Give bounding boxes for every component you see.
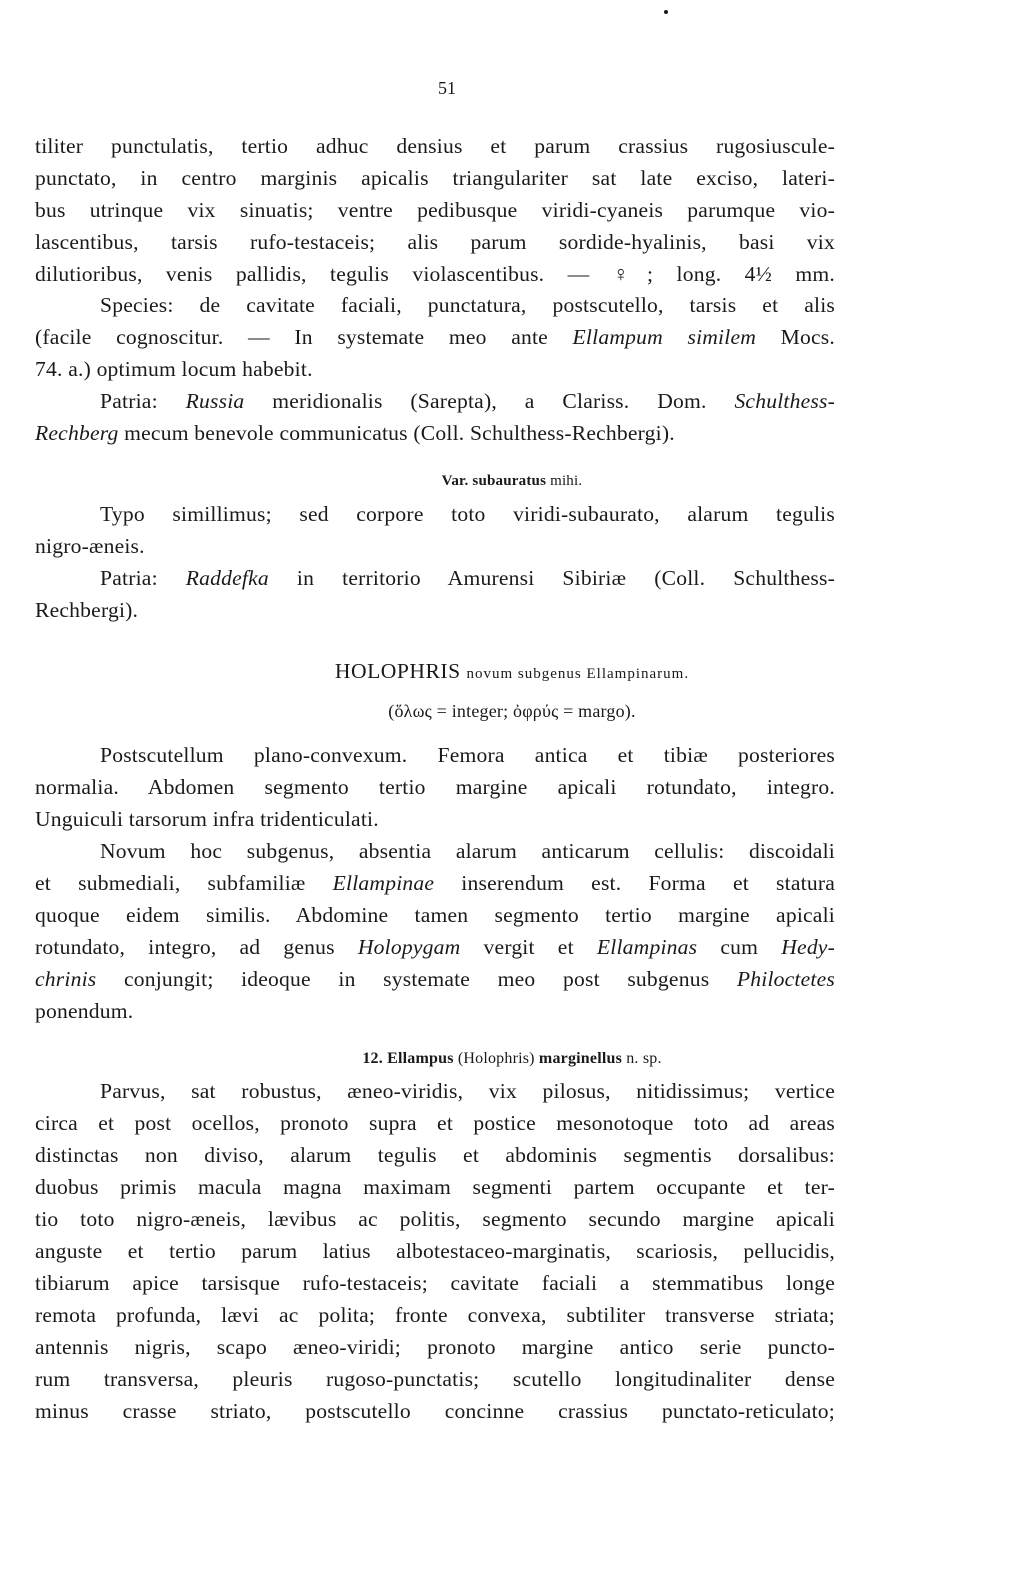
italic-name: chrinis [35, 967, 97, 991]
text-line: normalia. Abdomen segmento tertio margine apicali rotundato, integro. [35, 775, 835, 799]
text-line: tiliter punctulatis, tertio adhuc densius et parum crassius rugosiuscule- [35, 134, 835, 158]
text-line: Unguiculi tarsorum infra tridenticulati. [35, 807, 379, 831]
text-line: Parvus, sat robustus, æneo-viridis, vix pilosus, nitidissimus; vertice [100, 1079, 835, 1103]
text-line: anguste et tertio parum latius albotestaceo-marginatis, scariosis, pellucidis, [35, 1239, 835, 1263]
italic-name: Russia [185, 389, 245, 413]
text-line: lascentibus, tarsis rufo-testaceis; alis parum sordide-hyalinis, basi vix [35, 230, 835, 254]
text-line: bus utrinque vix sinuatis; ventre pedibusque viridi-cyaneis parumque vio- [35, 198, 835, 222]
variety-heading: Var. subauratus mihi. [441, 473, 583, 489]
text-line: tio toto nigro-æneis, lævibus ac politis, segmento secundo margine apicali [35, 1207, 835, 1231]
text-line: Species: de cavitate faciali, punctatura, postscutello, tarsis et alis [100, 293, 835, 317]
text-line: tibiarum apice tarsisque rufo-testaceis; cavitate faciali a stemmatibus longe [35, 1271, 835, 1295]
text-line: Patria: Raddefka in territorio Amurensi Sibiriæ (Coll. Schulthess- [100, 566, 835, 590]
text-line: nigro-æneis. [35, 534, 145, 558]
text-line: Typo simillimus; sed corpore toto viridi-subaurato, alarum tegulis [100, 502, 835, 526]
species-heading: 12. Ellampus (Holophris) marginellus n. sp. [362, 1050, 662, 1067]
subgenus-heading: HOLOPHRIS novum subgenus Ellampinarum. [334, 659, 690, 683]
text-line: duobus primis macula magna maximam segmenti partem occupante et ter- [35, 1175, 835, 1199]
text-line: circa et post ocellos, pronoto supra et postice mesonotoque toto ad areas [35, 1111, 835, 1135]
text-line: quoque eidem similis. Abdomine tamen segmento tertio margine apicali [35, 903, 835, 927]
italic-name: Ellampinae [332, 871, 435, 895]
text-line: et submediali, subfamiliæ Ellampinae inserendum est. Forma et statura [35, 871, 835, 895]
text-line: remota profunda, lævi ac polita; fronte convexa, subtiliter transverse striata; [35, 1303, 835, 1327]
italic-name: Ellampum similem [572, 325, 757, 349]
text-line: minus crasse striato, postscutello concinne crassius punctato-reticulato; [35, 1399, 835, 1423]
text-line: Novum hoc subgenus, absentia alarum anticarum cellulis: discoidali [100, 839, 835, 863]
page-number: 51 [438, 78, 456, 98]
text-line: antennis nigris, scapo æneo-viridi; pronoto margine antico serie puncto- [35, 1335, 835, 1359]
print-speck [664, 10, 668, 14]
text-line: Rechberg mecum benevole communicatus (Coll. Schulthess-Rechbergi). [35, 421, 675, 445]
etymology-line: (ὅλως = integer; ὀφρύς = margo). [388, 701, 636, 721]
italic-name: Ellampinas [596, 935, 698, 959]
text-line: distinctas non diviso, alarum tegulis et abdominis segmentis dorsalibus: [35, 1143, 835, 1167]
text-line: Postscutellum plano-convexum. Femora antica et tibiæ posteriores [100, 743, 835, 767]
italic-name: Rechberg [35, 421, 119, 445]
text-line: chrinis conjungit; ideoque in systemate meo post subgenus Philoctetes [35, 967, 835, 991]
italic-name: Philoctetes [736, 967, 835, 991]
text-line: Patria: Russia meridionalis (Sarepta), a Clariss. Dom. Schulthess- [100, 389, 835, 413]
text-line: rotundato, integro, ad genus Holopygam vergit et Ellampinas cum Hedy- [35, 935, 835, 959]
italic-name: Raddefka [185, 566, 269, 590]
text-line: (facile cognoscitur. — In systemate meo ante Ellampum similem Mocs. [35, 325, 835, 349]
italic-name: Schulthess- [734, 389, 835, 413]
italic-name: Holopygam [357, 935, 461, 959]
italic-name: Hedy- [781, 935, 835, 959]
text-line: dilutioribus, venis pallidis, tegulis violascentibus. — ♀; long. 4½ mm. [35, 262, 835, 286]
text-line: rum transversa, pleuris rugoso-punctatis; scutello longitudinaliter dense [35, 1367, 835, 1391]
text-line: Rechbergi). [35, 598, 139, 622]
text-line: ponendum. [35, 999, 134, 1023]
text-line: 74. a.) optimum locum habebit. [35, 357, 313, 381]
text-line: punctato, in centro marginis apicalis triangulariter sat late exciso, lateri- [35, 166, 835, 190]
